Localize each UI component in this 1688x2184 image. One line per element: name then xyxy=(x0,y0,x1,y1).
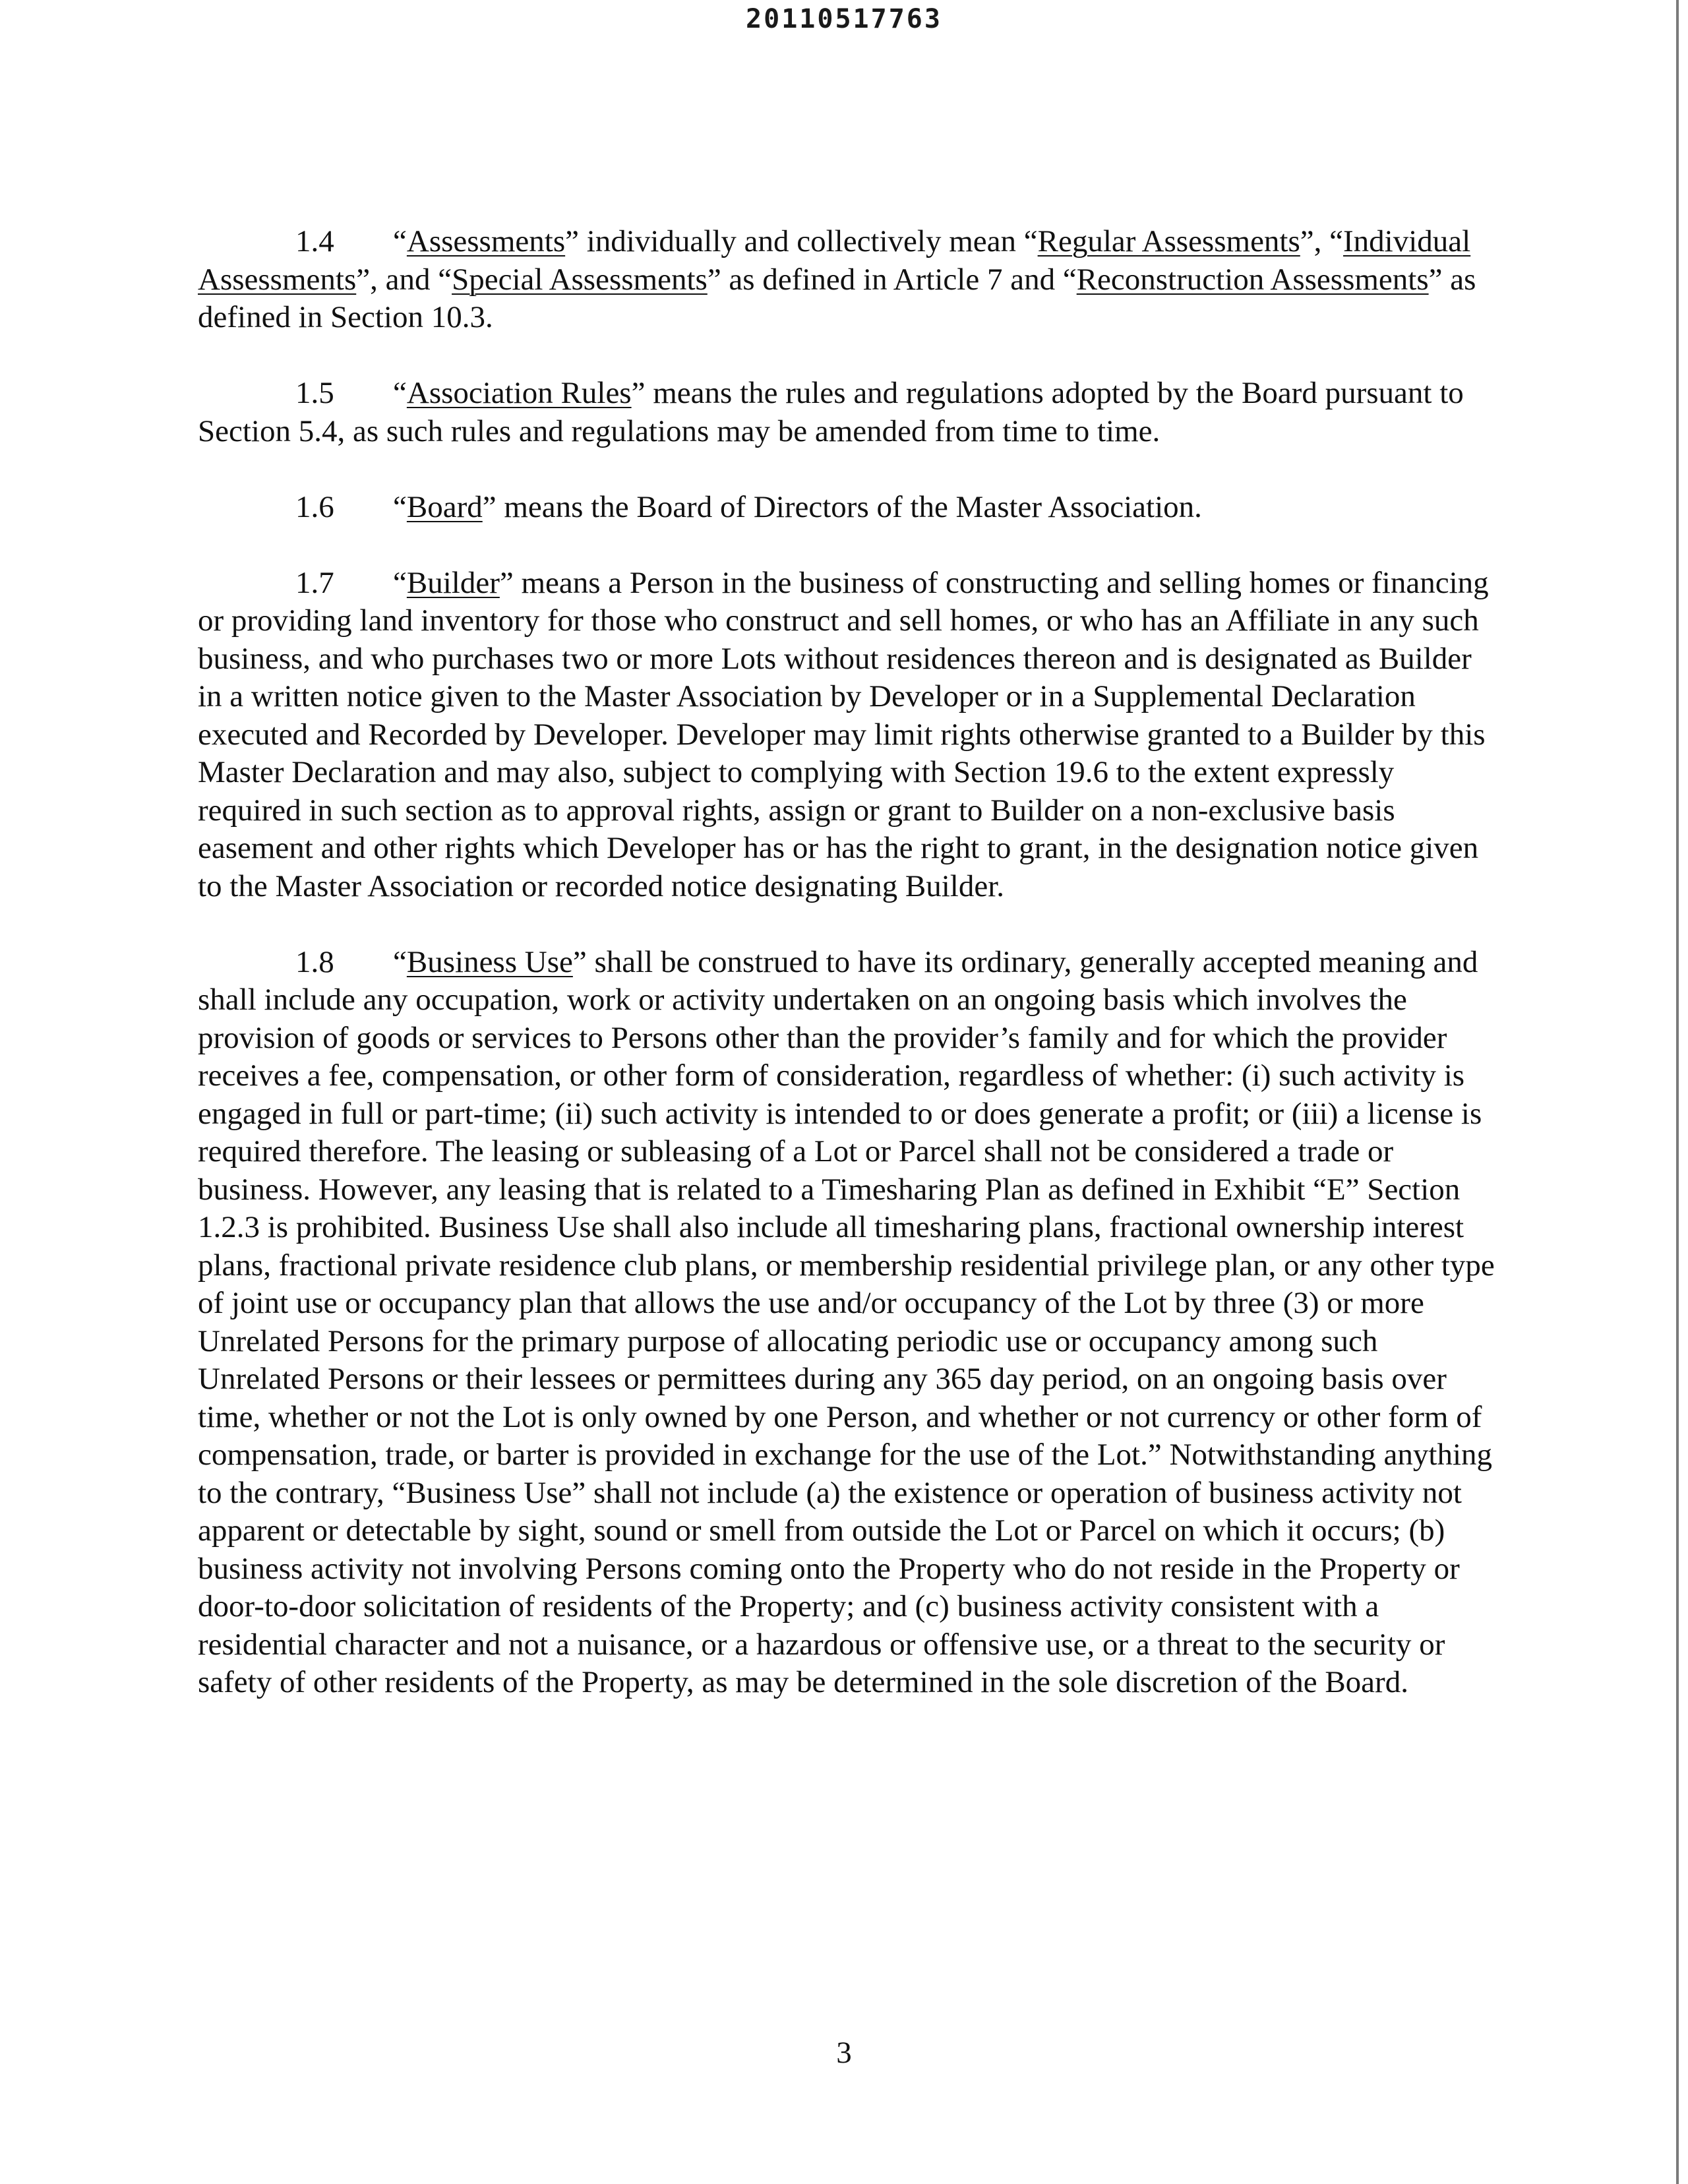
defined-term-business-use: Business Use xyxy=(406,944,573,979)
defined-term-assessments: Assessments xyxy=(406,224,566,258)
text-run: ”, and “ xyxy=(356,262,452,297)
section-number: 1.5 xyxy=(295,376,334,410)
section-number: 1.4 xyxy=(295,224,334,258)
text-run: ” as defined in Article 7 and “ xyxy=(707,262,1077,297)
text-run: ” as defined in Section 10.3. xyxy=(198,262,1476,334)
section-1-7 xyxy=(198,564,1503,906)
text-run: ” means the Board of Directors of the Master Association. xyxy=(482,489,1202,524)
text-run: ” shall be construed to have its ordinary, generally accepted meaning and shall include any occupation, work or activity undertaken on an ongoing basis which involves the provision of goods or services to Persons other than the provider’s family and for which the provider receives a fee, compensation, or other form of consideration, regardless of whether: (i) such activity is engaged in full or part-time; (ii) such activity is intended to or does generate a profit; or (iii) a license is required therefore. The leasing or subleasing of a Lot or Parcel shall not be considered a trade or business. However, any leasing that is related to a Timesharing Plan as defined in Exhibit “E” Section 1.2.3 is prohibited. Business Use shall also include all timesharing plans, fractional ownership interest plans, fractional private residence club plans, or membership residential privilege plan, or any other type of joint use or occupancy plan that allows the use and/or occupancy of the Lot by three (3) or more Unrelated Persons for the primary purpose of allocating periodic use or occupancy among such Unrelated Persons or their lessees or permittees during any 365 day period, on an ongoing basis over time, whether or not the Lot is only owned by one Person, and whether or not currency or other form of compensation, trade, or barter is provided in exchange for the use of the Lot.” Notwithstanding anything to the contrary, “Business Use” shall not include (a) the existence or operation of business activity not apparent or detectable by sight, sound or smell from outside the Lot or Parcel on which it occurs; (b) business activity not involving Persons coming onto the Property who do not reside in the Property or door-to-door solicitation of residents of the Property; and (c) business activity consistent with a residential character and not a nuisance, or a hazardous or offensive use, or a threat to the security or safety of other residents of the Property, as may be determined in the sole discretion of the Board. xyxy=(198,944,1495,1699)
section-number: 1.8 xyxy=(295,944,334,979)
defined-term-board: Board xyxy=(406,489,483,524)
defined-term-reconstruction-assessments: Reconstruction Assessments xyxy=(1076,262,1429,297)
defined-term-builder: Builder xyxy=(406,565,500,600)
recording-number: 20110517763 xyxy=(746,4,942,34)
defined-term-association-rules: Association Rules xyxy=(406,376,632,410)
text-run: “ xyxy=(393,944,407,979)
section-1-5 xyxy=(198,375,1503,450)
defined-term-special-assessments: Special Assessments xyxy=(452,262,708,297)
text-run: “ xyxy=(393,565,407,600)
text-run: ” individually and collectively mean “ xyxy=(565,224,1038,258)
section-number: 1.6 xyxy=(295,489,334,524)
defined-term-individual-assessments: Individual Assessments xyxy=(198,224,1471,297)
document-body xyxy=(198,223,1503,1740)
section-1-8 xyxy=(198,944,1503,1702)
text-run: ” means the rules and regulations adopted by the Board pursuant to Section 5.4, as such rules and regulations may be amended from time to time. xyxy=(198,376,1464,448)
defined-term-regular-assessments: Regular Assessments xyxy=(1037,224,1300,258)
text-run: “ xyxy=(393,224,407,258)
text-run: “ xyxy=(393,489,407,524)
page-number: 3 xyxy=(836,2036,852,2070)
text-run: ” means a Person in the business of constructing and selling homes or financing or providing land inventory for those who construct and sell homes, or who has an Affiliate in any such business, and who purchases two or more Lots without residences thereon and is designated as Builder in a written notice given to the Master Association by Developer or in a Supplemental Declaration executed and Recorded by Developer. Developer may limit rights otherwise granted to a Builder by this Master Declaration and may also, subject to complying with Section 19.6 to the extent expressly required in such section as to approval rights, assign or grant to Builder on a non-exclusive basis easement and other rights which Developer has or has the right to grant, in the designation notice given to the Master Association or recorded notice designating Builder. xyxy=(198,565,1489,903)
section-1-6 xyxy=(198,489,1503,527)
section-number: 1.7 xyxy=(295,565,334,600)
scan-edge-line xyxy=(1676,0,1679,2184)
text-run: “ xyxy=(393,376,407,410)
text-run: ”, “ xyxy=(1300,224,1344,258)
section-1-4 xyxy=(198,223,1503,337)
